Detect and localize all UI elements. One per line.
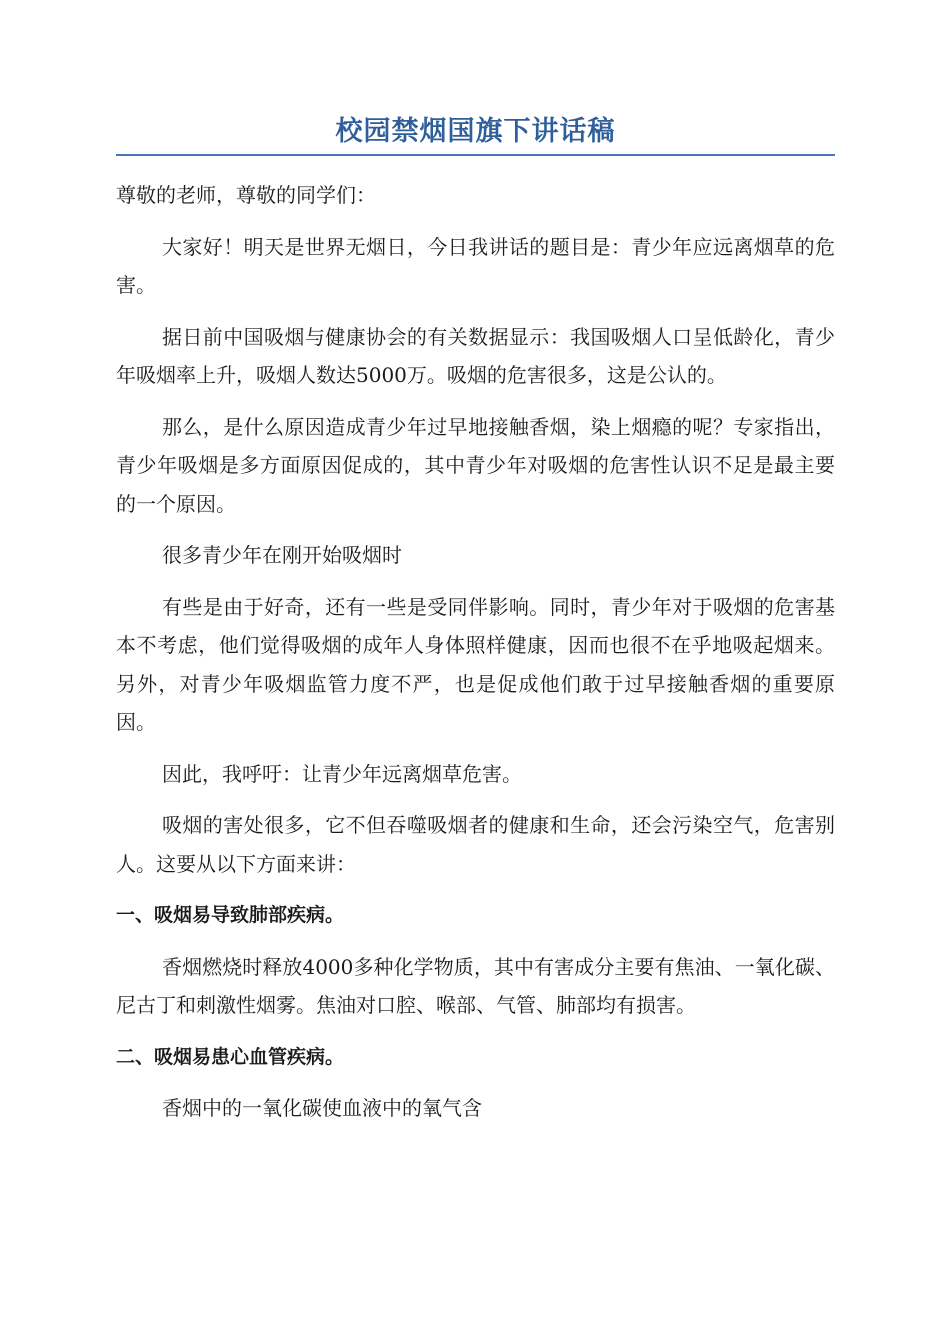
section-heading: 二、吸烟易患心血管疾病。 (116, 1045, 345, 1068)
greeting: 尊敬的老师，尊敬的同学们： (116, 183, 376, 207)
section-heading: 一、吸烟易导致肺部疾病。 (116, 904, 345, 926)
paragraph: 那么，是什么原因造成青少年过早地接触香烟，染上烟瘾的呢？专家指出，青少年吸烟是多方面原因促成的，其中青少年对吸烟的危害性认识不足是最主要的一个原因。 (116, 414, 835, 516)
section-body: 香烟中的一氧化碳使血液中的氧气含 (162, 1096, 482, 1120)
paragraph: 吸烟的害处很多，它不但吞噬吸烟者的健康和生命，还会污染空气，危害别人。这要从以下方面来讲： (116, 813, 835, 876)
document-title: 校园禁烟国旗下讲话稿 (116, 112, 835, 156)
paragraph: 据日前中国吸烟与健康协会的有关数据显示：我国吸烟人口呈低龄化，青少年吸烟率上升，吸烟人数达5000万。吸烟的危害很多，这是公认的。 (116, 324, 835, 387)
paragraph: 因此，我呼吁：让青少年远离烟草危害。 (162, 761, 522, 786)
paragraph: 大家好！明天是世界无烟日，今日我讲话的题目是：青少年应远离烟草的危害。 (116, 234, 835, 297)
document-page (116, 112, 835, 1128)
section-body: 香烟燃烧时释放4000多种化学物质，其中有害成分主要有焦油、一氧化碳、尼古丁和刺激性烟雾。焦油对口腔、喉部、气管、肺部均有损害。 (116, 954, 835, 1017)
paragraph: 很多青少年在刚开始吸烟时 (162, 543, 402, 567)
paragraph: 有些是由于好奇，还有一些是受同伴影响。同时，青少年对于吸烟的危害基本不考虑，他们觉得吸烟的成年人身体照样健康，因而也很不在乎地吸起烟来。另外，对青少年吸烟监管力度不严，也是促成他们敢于过早接触香烟的重要原因。 (116, 594, 835, 734)
